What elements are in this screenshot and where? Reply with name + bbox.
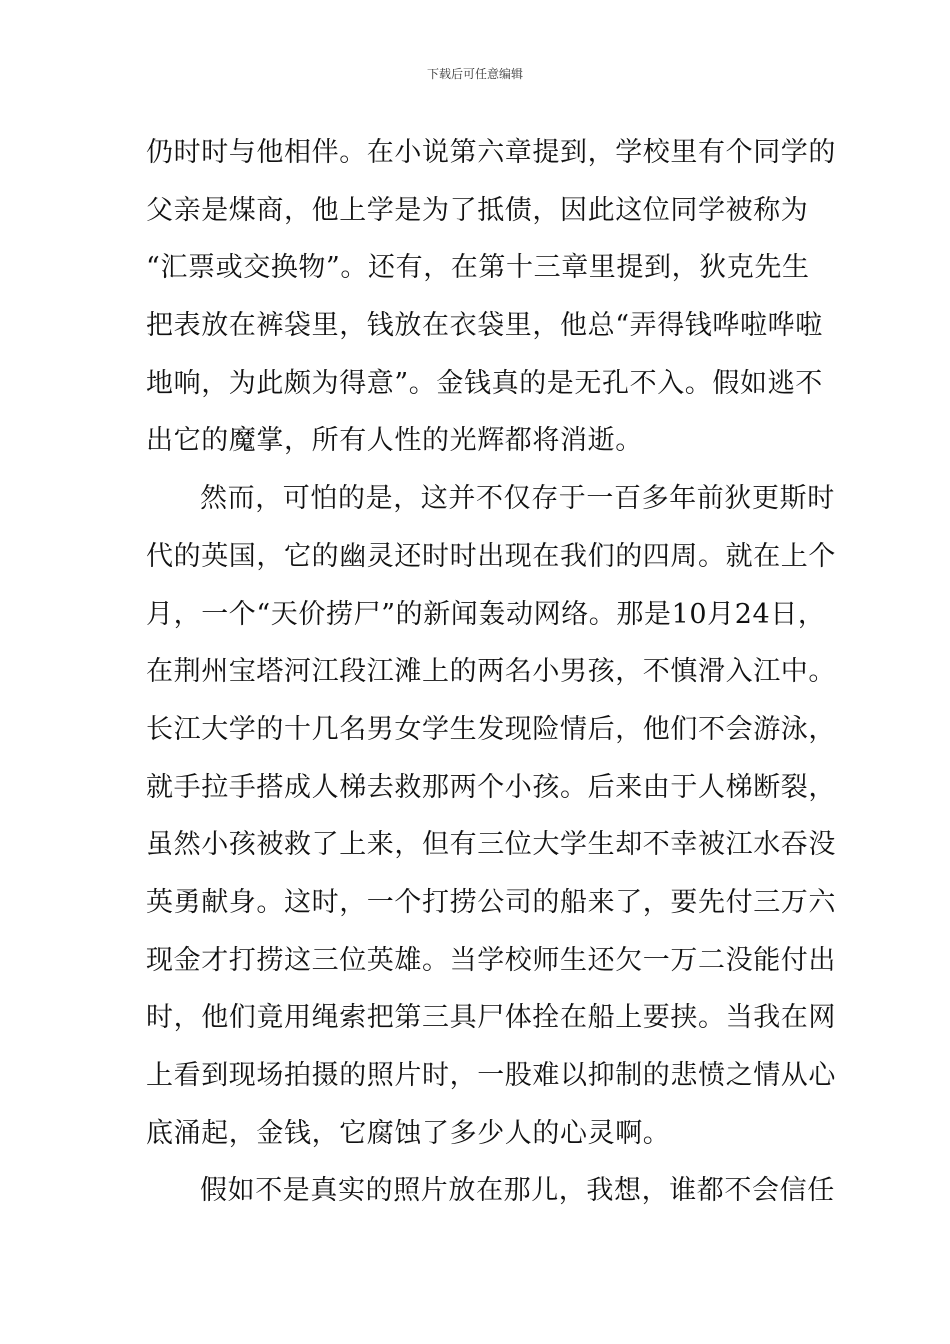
text-line: 地响，为此颇为得意”。金钱真的是无孔不入。假如逃不: [146, 367, 823, 399]
text-line: 把表放在裤袋里，钱放在衣袋里，他总“弄得钱哗啦哗啦: [146, 310, 823, 342]
text-line: 月，一个“天价捞尸”的新闻轰动网络。那是10月24日，: [146, 598, 826, 630]
text-line: 就手拉手搭成人梯去救那两个小孩。后来由于人梯断裂，: [146, 771, 836, 803]
paragraph-1: [146, 124, 836, 470]
text-line: 然而，可怕的是，这并不仅存于一百多年前狄更斯时: [200, 483, 835, 515]
paragraph-3: [146, 1162, 835, 1220]
paragraph-2: [146, 470, 836, 1162]
text-line: 时，他们竟用绳索把第三具尸体拴在船上要挟。当我在网: [146, 1002, 836, 1034]
text-line: 虽然小孩被救了上来，但有三位大学生却不幸被江水吞没: [146, 829, 836, 861]
text-line: 在荆州宝塔河江段江滩上的两名小男孩，不慎滑入江中。: [146, 656, 836, 688]
body-text: [146, 124, 836, 1220]
text-line: “汇票或交换物”。还有，在第十三章里提到，狄克先生: [146, 252, 810, 284]
text-line: 上看到现场拍摄的照片时，一股难以抑制的悲愤之情从心: [146, 1060, 836, 1091]
text-line: 长江大学的十几名男女学生发现险情后，他们不会游泳，: [146, 713, 836, 745]
page-header: 下载后可任意编辑: [426, 67, 523, 81]
text-line: 父亲是煤商，他上学是为了抵债，因此这位同学被称为: [146, 194, 809, 226]
text-line: 英勇献身。这时，一个打捞公司的船来了，要先付三万六: [146, 886, 836, 918]
text-line: 代的英国，它的幽灵还时时出现在我们的四周。就在上个: [146, 540, 836, 572]
text-line: 仍时时与他相伴。在小说第六章提到，学校里有个同学的: [146, 137, 836, 168]
text-line: 底涌起，金钱，它腐蚀了多少人的心灵啊。: [146, 1117, 671, 1149]
text-line: 假如不是真实的照片放在那儿，我想，谁都不会信任: [200, 1175, 835, 1207]
text-line: 现金才打捞这三位英雄。当学校师生还欠一万二没能付出: [146, 944, 836, 976]
text-line: 出它的魔掌，所有人性的光辉都将消逝。: [146, 425, 643, 457]
